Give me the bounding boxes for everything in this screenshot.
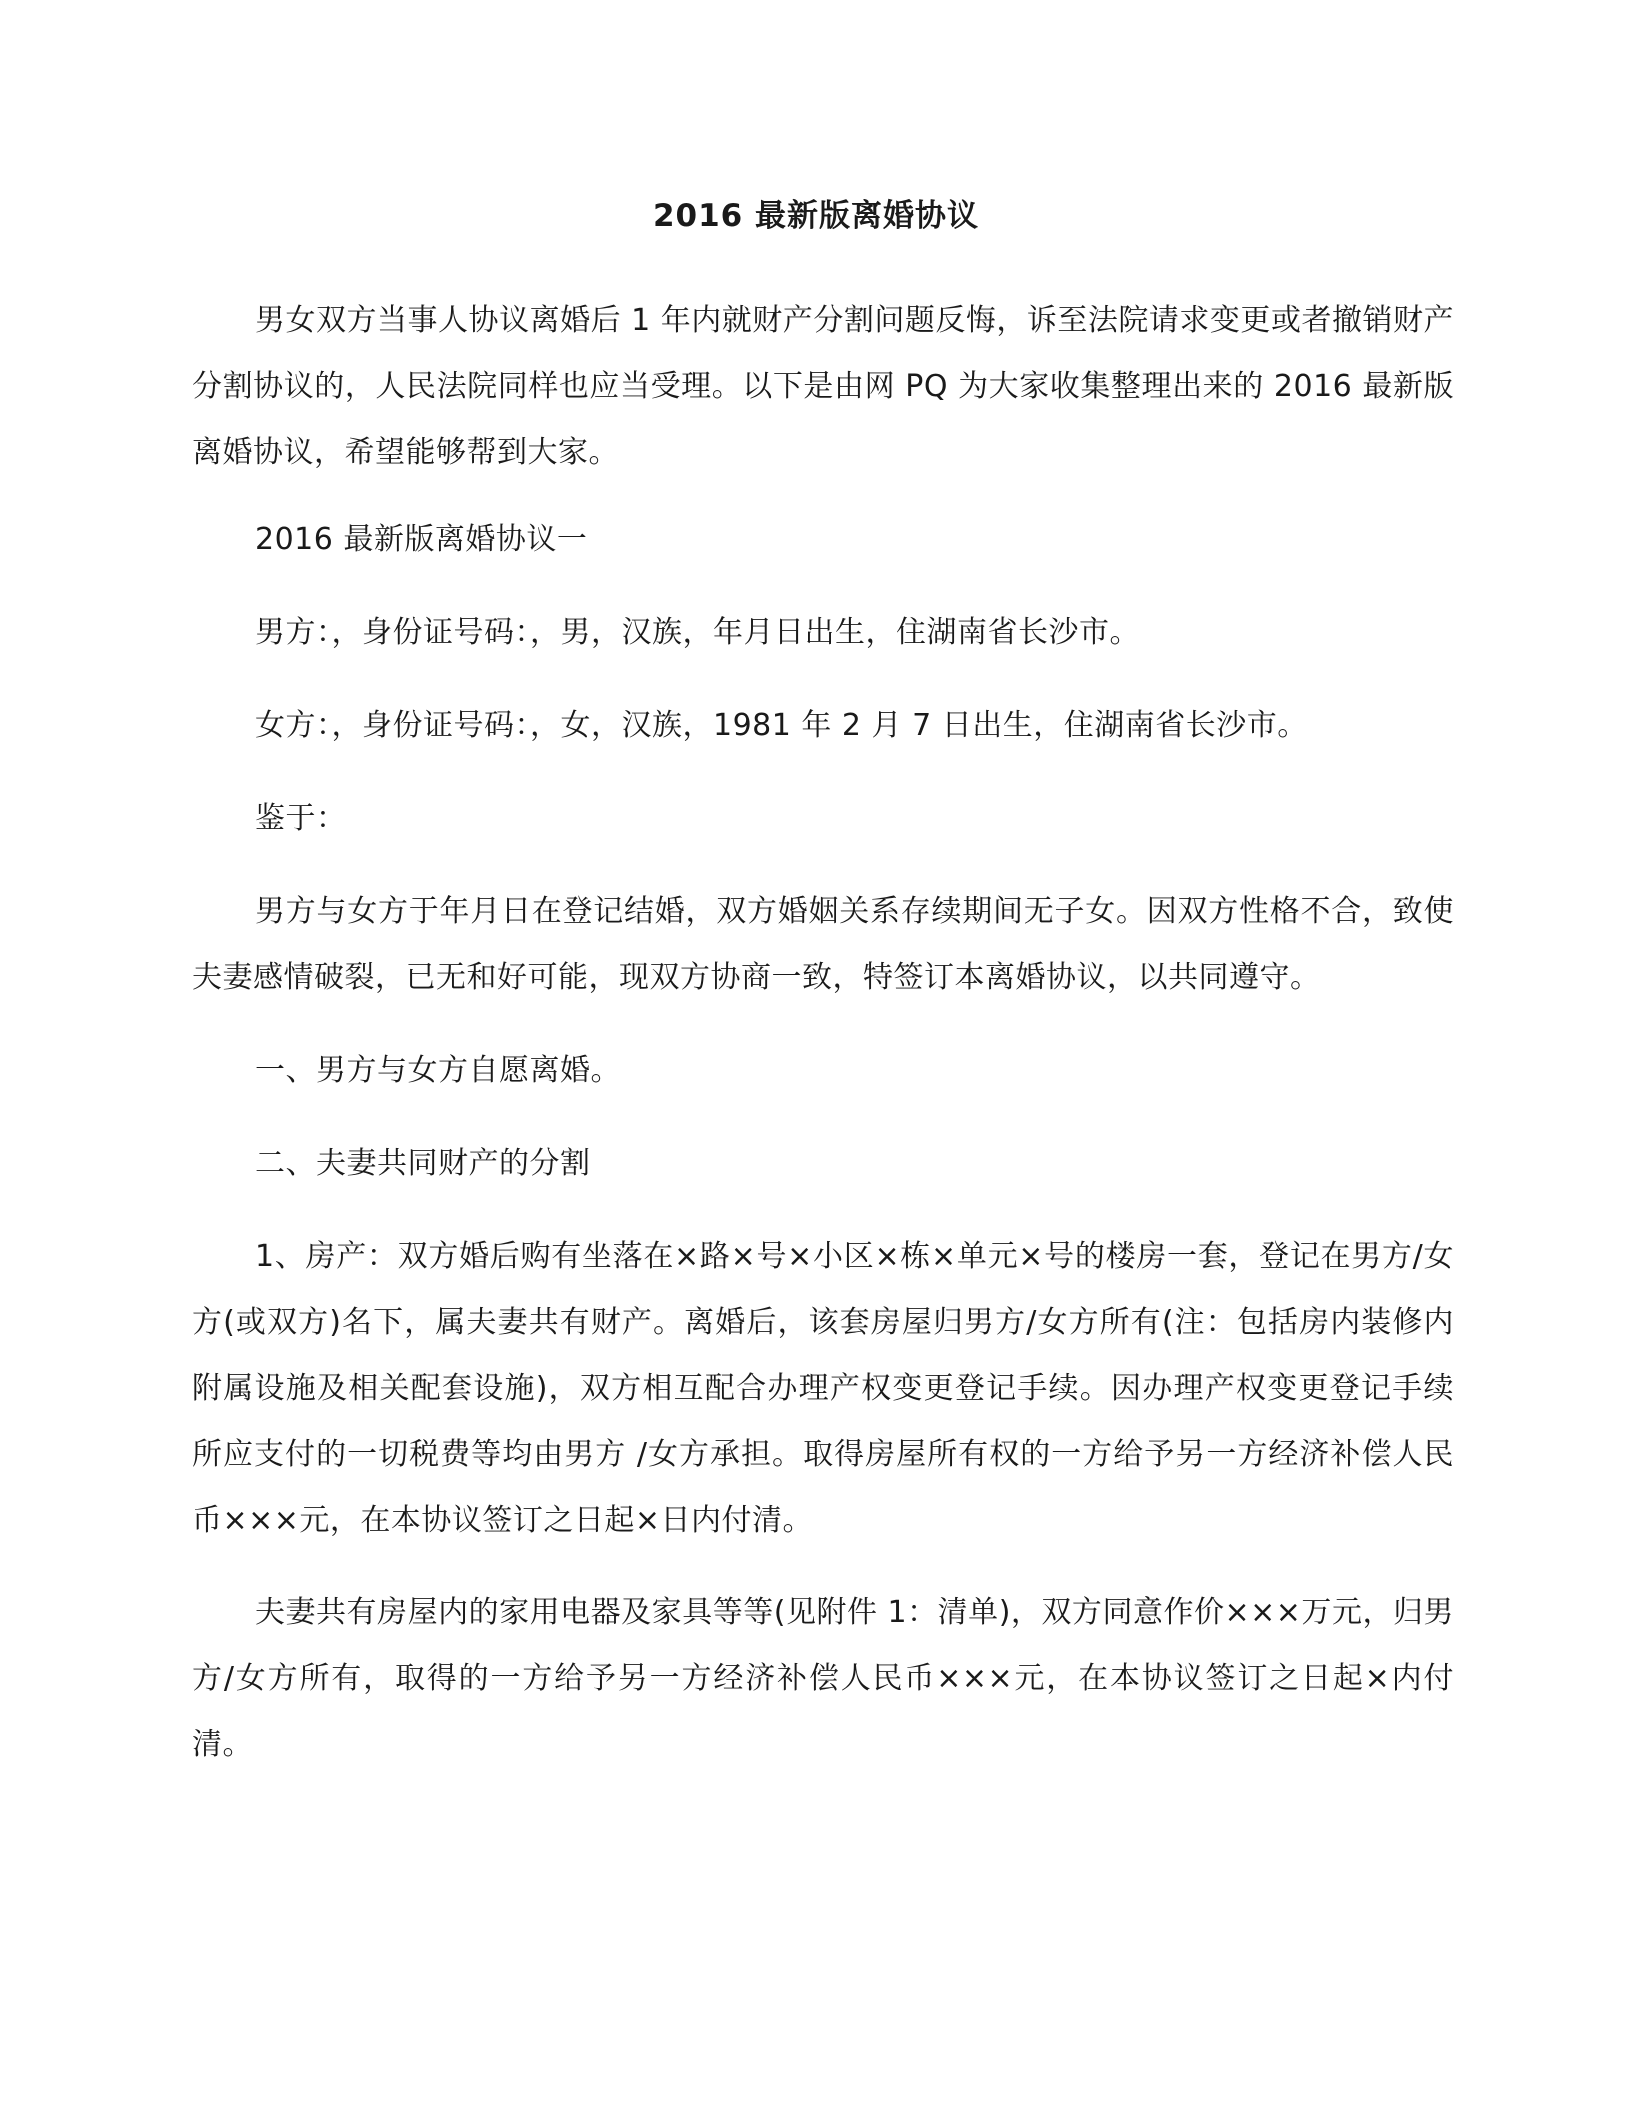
paragraph-female-party: 女方：，身份证号码：，女，汉族，1981 年 2 月 7 日出生，住湖南省长沙市。	[255, 708, 1308, 743]
paragraph-clause-two: 二、夫妻共同财产的分割	[255, 1146, 591, 1181]
paragraph-household-items: 夫妻共有房屋内的家用电器及家具等等(见附件 1：清单)，双方同意作价×××万元，归男方/女方所有，取得的一方给予另一方经济补偿人民币×××元，在本协议签订之日起×内付清。	[192, 1595, 1454, 1762]
paragraph-male-party: 男方：，身份证号码：，男，汉族，年月日出生，住湖南省长沙市。	[255, 615, 1140, 650]
paragraph-intro: 男女双方当事人协议离婚后 1 年内就财产分割问题反悔，诉至法院请求变更或者撤销财产分割协议的，人民法院同样也应当受理。以下是由网 PQ 为大家收集整理出来的 2016 最新版离婚协议，希望能够帮到大家。	[192, 303, 1454, 470]
paragraph-real-estate: 1、房产：双方婚后购有坐落在×路×号×小区×栋×单元×号的楼房一套，登记在男方/女方(或双方)名下，属夫妻共有财产。离婚后，该套房屋归男方/女方所有(注：包括房内装修内附属设施及相关配套设施)，双方相互配合办理产权变更登记手续。因办理产权变更登记手续所应支付的一切税费等均由男方 /女方承担。取得房屋所有权的一方给予另一方经济补偿人民币×××元，在本协议签订之日起×日内付清。	[192, 1239, 1454, 1538]
paragraph-heading-version-one: 2016 最新版离婚协议一	[255, 522, 588, 557]
paragraph-clause-one: 一、男方与女方自愿离婚。	[255, 1053, 621, 1088]
document-title: 2016 最新版离婚协议	[652, 198, 980, 234]
paragraph-whereas: 鉴于：	[255, 801, 347, 836]
paragraph-background: 男方与女方于年月日在登记结婚，双方婚姻关系存续期间无子女。因双方性格不合，致使夫妻感情破裂，已无和好可能，现双方协商一致，特签订本离婚协议，以共同遵守。	[192, 894, 1454, 995]
